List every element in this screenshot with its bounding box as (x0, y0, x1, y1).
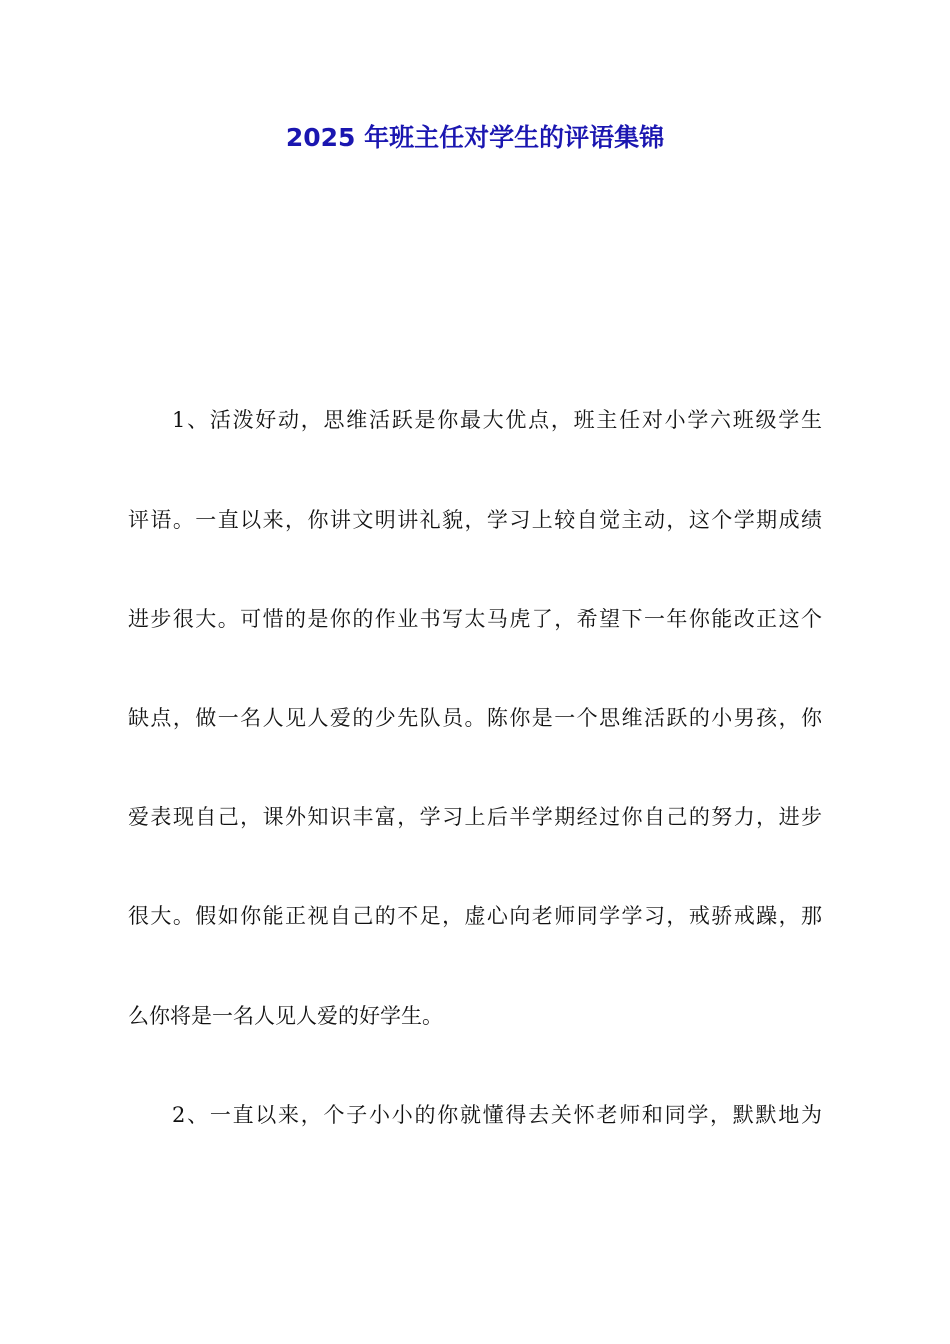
paragraph-line: 评语。一直以来，你讲文明讲礼貌，学习上较自觉主动，这个学期成绩 (128, 508, 822, 532)
paragraph-line: 2、一直以来，个子小小的你就懂得去关怀老师和同学，默默地为 (172, 1103, 822, 1127)
paragraph-line: 进步很大。可惜的是你的作业书写太马虎了，希望下一年你能改正这个 (128, 607, 822, 631)
paragraph-line: 1、活泼好动，思维活跃是你最大优点，班主任对小学六班级学生 (172, 408, 822, 432)
document-title: 2025 年班主任对学生的评语集锦 (285, 123, 665, 152)
paragraph-line: 爱表现自己，课外知识丰富，学习上后半学期经过你自己的努力，进步 (128, 805, 822, 829)
paragraph-line: 么你将是一名人见人爱的好学生。 (128, 1004, 443, 1028)
paragraph-line: 很大。假如你能正视自己的不足，虚心向老师同学学习，戒骄戒躁，那 (128, 904, 822, 928)
paragraph-line: 缺点，做一名人见人爱的少先队员。陈你是一个思维活跃的小男孩，你 (128, 706, 822, 730)
